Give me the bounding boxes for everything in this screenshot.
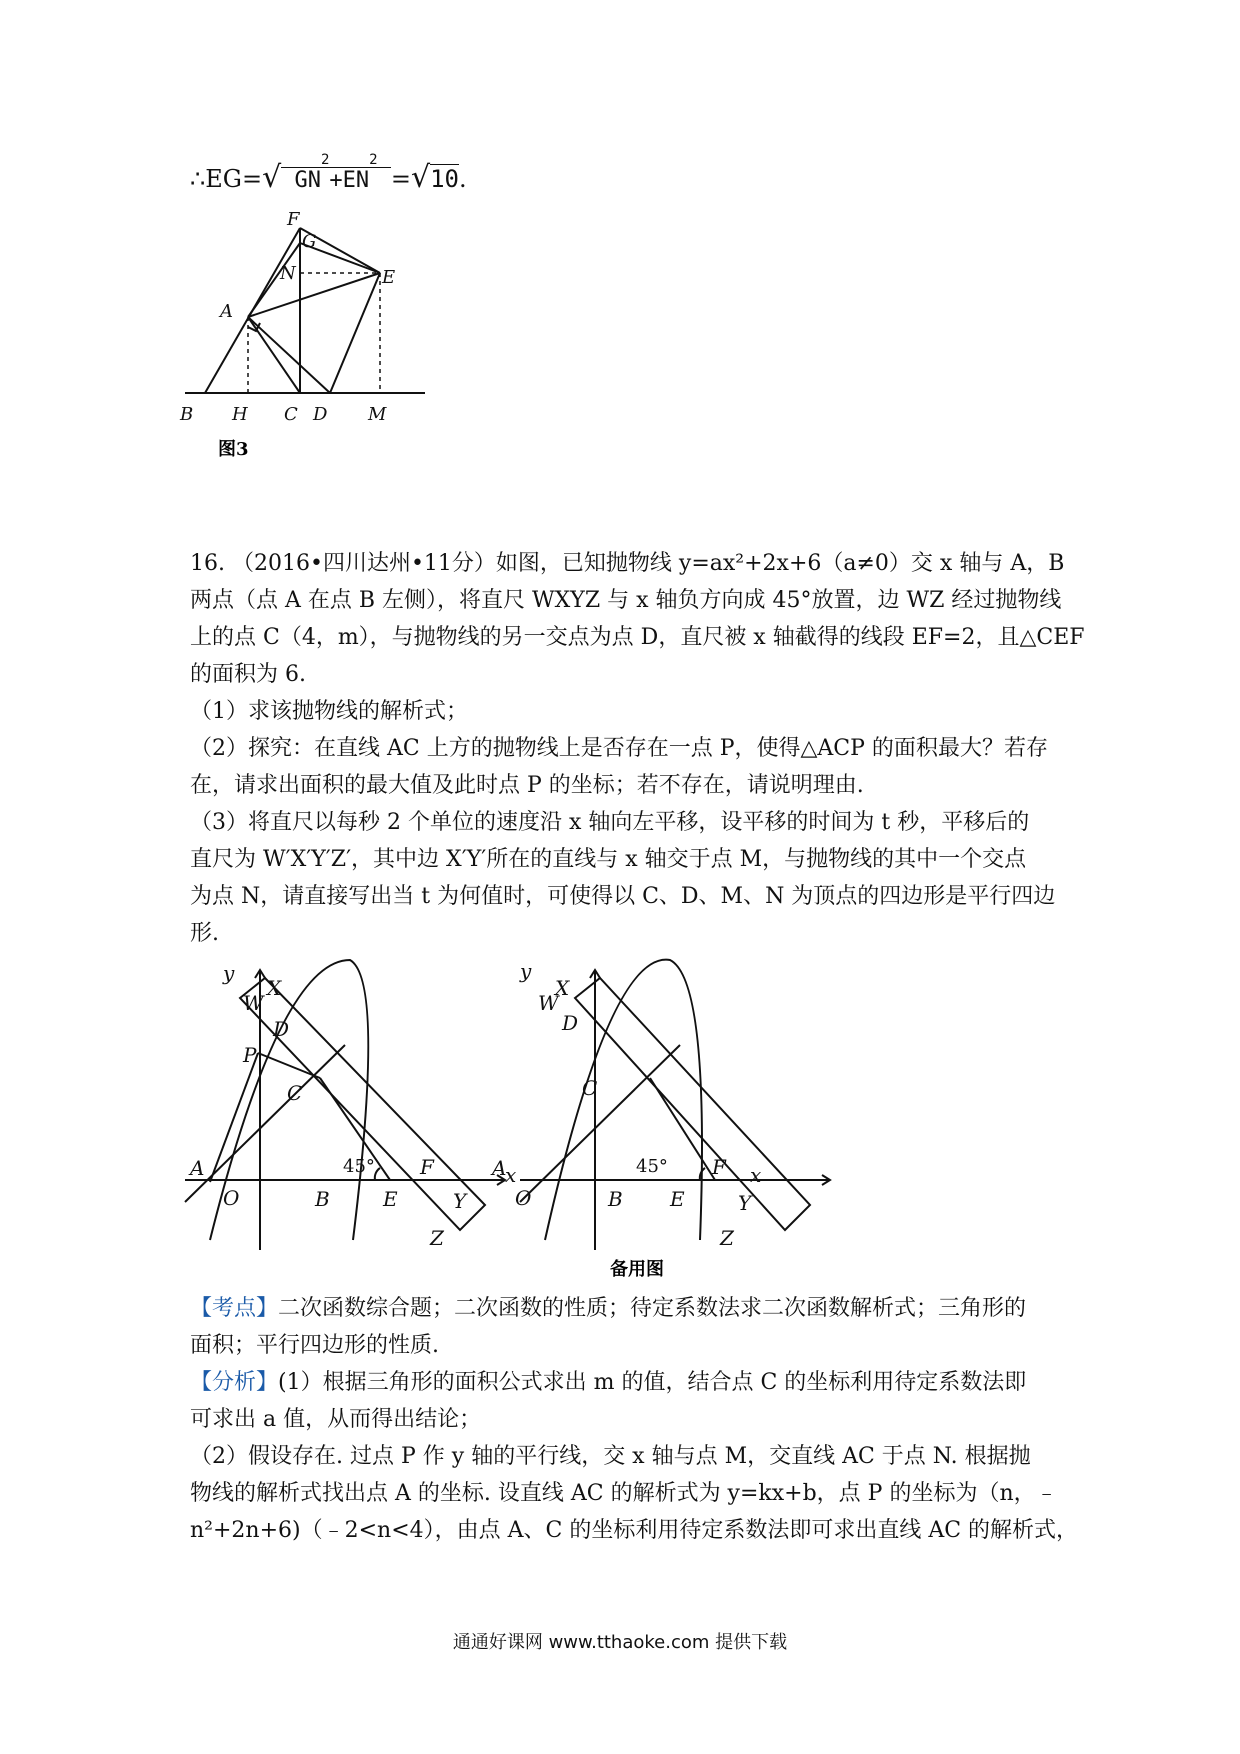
figure-3-caption: 图3 [218, 439, 249, 460]
label-z: Z [720, 1226, 734, 1250]
label-b: B [608, 1187, 623, 1211]
formula-result: 10 [430, 165, 459, 193]
label-d: D [313, 404, 328, 425]
label-b: B [315, 1187, 330, 1211]
label-x-ruler: X [267, 976, 282, 1000]
label-w: W [243, 991, 264, 1015]
label-p: P [243, 1043, 257, 1067]
question-2-line-2: 在，请求出面积的最大值及此时点 P 的坐标；若不存在，请说明理由. [190, 773, 864, 798]
question-3-line-2: 直尺为 W′X′Y′Z′，其中边 X′Y′所在的直线与 x 轴交于点 M，与抛物线的其中一个交点 [190, 847, 1027, 872]
solution-text [190, 1290, 1079, 1549]
label-y-ruler: Y [453, 1189, 467, 1213]
label-f: F [420, 1155, 434, 1179]
label-y-ruler: Y [738, 1191, 752, 1215]
fenxi-line-4: 物线的解析式找出点 A 的坐标. 设直线 AC 的解析式为 y=kx+b，点 P 的坐标为（n，﹣ [190, 1481, 1058, 1506]
formula-en: +EN [329, 168, 370, 193]
label-e: E [382, 267, 396, 288]
fenxi-line-1: (1）根据三角形的面积公式求出 m 的值，结合点 C 的坐标利用待定系数法即 [278, 1370, 1027, 1395]
label-a: A [190, 1156, 205, 1180]
question-3-line-1: （3）将直尺以每秒 2 个单位的速度沿 x 轴向左平移，设平移的时间为 t 秒，平移后的 [190, 810, 1030, 835]
parabola-figure-main [185, 960, 515, 1250]
footer-source: 通通好课网 www.tthaoke.com 提供下载 [452, 1632, 788, 1653]
fenxi-line-2: 可求出 a 值，从而得出结论； [190, 1407, 482, 1432]
problem-line-1: 16. （2016•四川达州•11分）如图，已知抛物线 y=ax²+2x+6（a≠0）交 x 轴与 A，B [190, 551, 1065, 576]
label-45: 45° [636, 1156, 668, 1177]
label-y-axis: y [520, 959, 532, 983]
label-c: C [582, 1076, 598, 1100]
formula-prefix: ∴EG= [190, 165, 263, 193]
label-a: A [220, 301, 233, 322]
label-y-axis: y [223, 961, 235, 985]
label-z: Z [430, 1226, 444, 1250]
kaodian-line-2: 面积；平行四边形的性质. [190, 1333, 439, 1358]
eg-formula: ∴EG=√ $GN^2+EN^2 =√10$. [190, 152, 467, 195]
formula-gn: GN [294, 168, 321, 193]
question-3-line-4: 形. [190, 921, 219, 946]
label-x-ruler: X [555, 976, 570, 1000]
kaodian-line-1: 二次函数综合题；二次函数的性质；待定系数法求二次函数解析式；三角形的 [278, 1296, 1027, 1321]
label-a: A [492, 1156, 507, 1180]
label-m: M [368, 404, 387, 425]
label-d: D [562, 1011, 579, 1035]
label-o: O [515, 1186, 532, 1210]
backup-caption: 备用图 [610, 1259, 664, 1280]
label-c: C [287, 1081, 303, 1105]
label-b: B [180, 404, 194, 425]
label-g: G [302, 231, 317, 252]
label-h: H [232, 404, 248, 425]
problem-line-3: 上的点 C（4，m），与抛物线的另一交点为点 D，直尺被 x 轴截得的线段 EF=2，且△CEF [190, 625, 1085, 650]
formula-end: . [458, 165, 467, 193]
label-x-axis: x [505, 1163, 517, 1187]
label-e: E [670, 1187, 685, 1211]
kaodian-tag: 【考点】 [190, 1296, 279, 1321]
label-d: D [273, 1017, 290, 1041]
label-w: W [538, 991, 559, 1015]
label-n: N [280, 263, 296, 284]
label-x-axis: x [750, 1163, 762, 1187]
label-c: C [284, 404, 298, 425]
fenxi-line-3: （2）假设存在. 过点 P 作 y 轴的平行线，交 x 轴与点 M，交直线 AC 于点 N. 根据抛 [190, 1444, 1031, 1469]
label-f: F [712, 1155, 726, 1179]
fenxi-line-5: n²+2n+6)（﹣2<n<4），由点 A、C 的坐标利用待定系数法即可求出直线 AC 的解析式， [190, 1518, 1079, 1543]
parabola-figure-backup [492, 959, 840, 1280]
label-45: 45° [343, 1156, 375, 1177]
label-e: E [383, 1187, 398, 1211]
label-o: O [223, 1186, 240, 1210]
question-1: （1）求该抛物线的解析式； [190, 699, 468, 724]
label-f: F [287, 209, 300, 230]
question-3-line-3: 为点 N，请直接写出当 t 为何值时，可使得以 C、D、M、N 为顶点的四边形是平行四边 [190, 884, 1056, 909]
question-2-line-1: （2）探究：在直线 AC 上方的抛物线上是否存在一点 P，使得△ACP 的面积最大？若存 [190, 736, 1048, 761]
fenxi-tag: 【分析】 [190, 1370, 279, 1395]
formula-equals: = [390, 165, 411, 193]
figure-3 [180, 209, 480, 465]
problem-text [190, 545, 1085, 952]
problem-line-2: 两点（点 A 在点 B 左侧），将直尺 WXYZ 与 x 轴负方向成 45°放置，边 WZ 经过抛物线 [190, 588, 1062, 613]
problem-line-4: 的面积为 6. [190, 662, 306, 687]
